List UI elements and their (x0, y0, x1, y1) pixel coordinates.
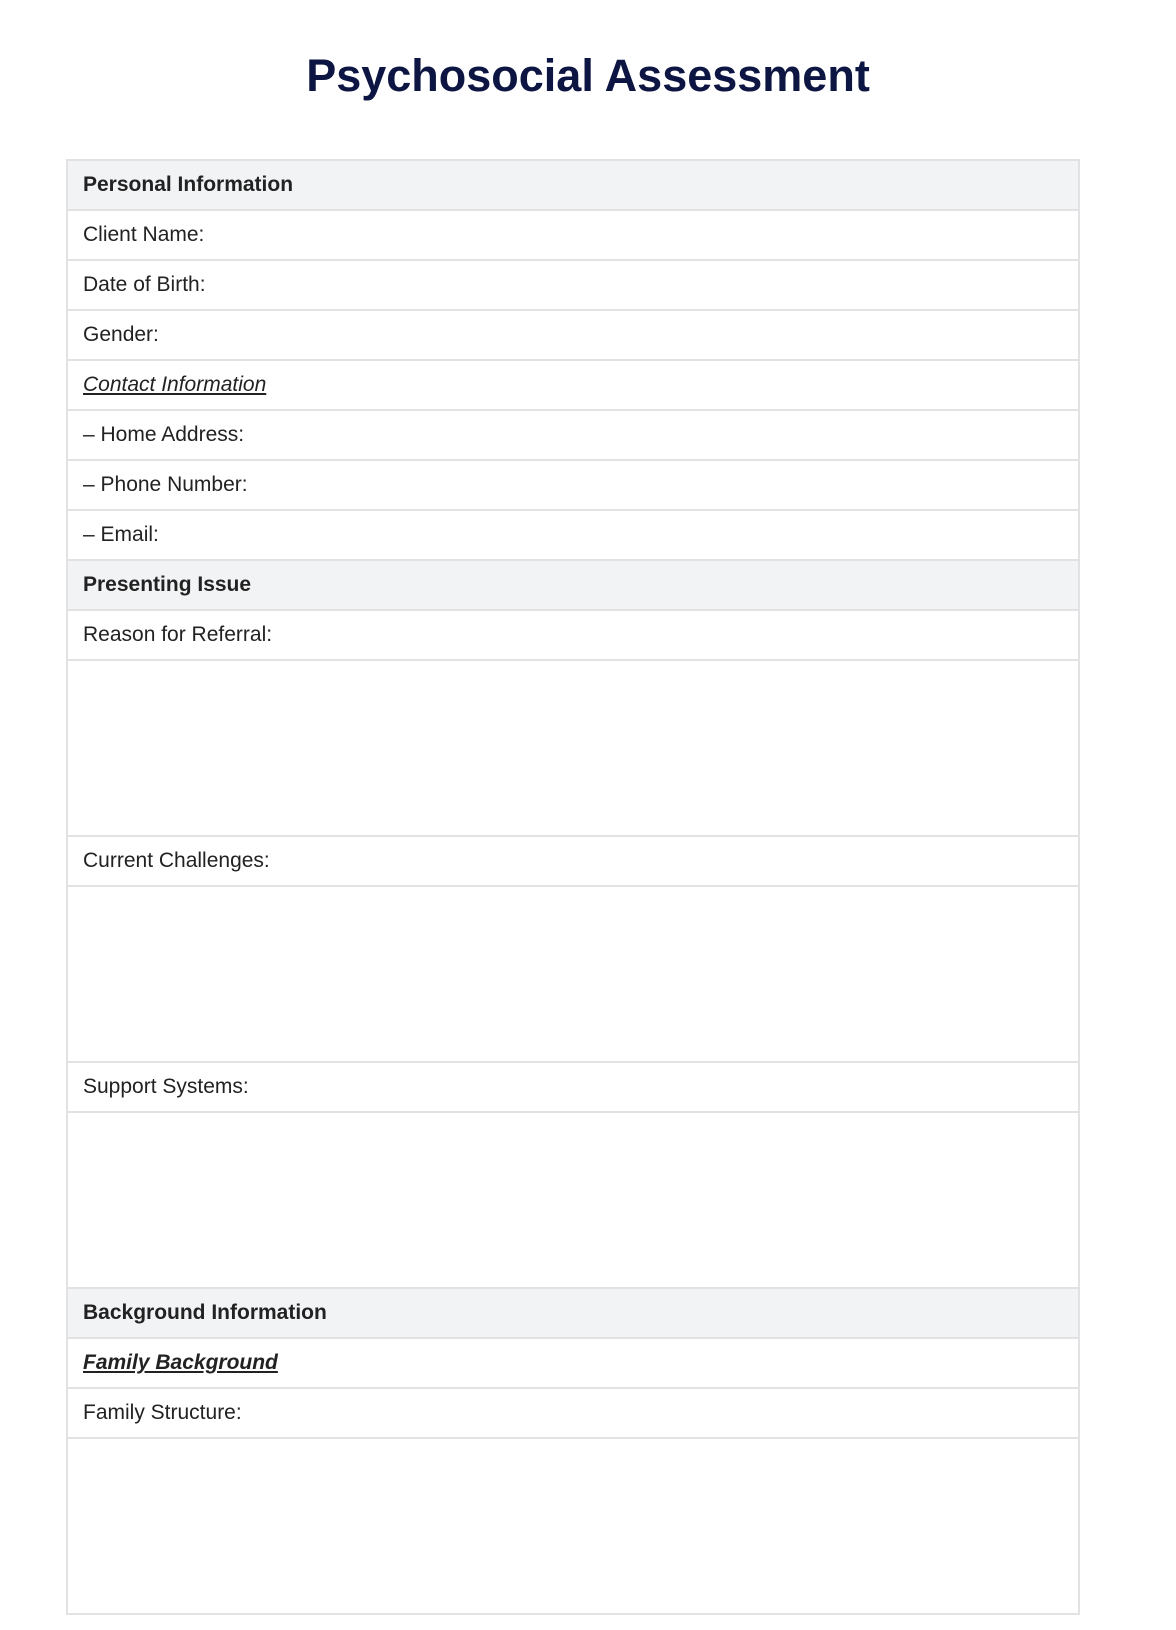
form-field-label[interactable]: Reason for Referral: (68, 611, 1078, 661)
answer-area[interactable] (68, 1439, 1078, 1615)
subsection-label: Contact Information (68, 361, 1078, 411)
section-header: Presenting Issue (68, 561, 1078, 611)
answer-area[interactable] (68, 1113, 1078, 1289)
form-field-label[interactable]: – Home Address: (68, 411, 1078, 461)
section-header: Background Information (68, 1289, 1078, 1339)
form-field-label[interactable]: Client Name: (68, 211, 1078, 261)
form-field-label[interactable]: Current Challenges: (68, 837, 1078, 887)
answer-area[interactable] (68, 887, 1078, 1063)
page-title: Psychosocial Assessment (306, 50, 870, 101)
form-field-label[interactable]: Family Structure: (68, 1389, 1078, 1439)
form-field-label[interactable]: Support Systems: (68, 1063, 1078, 1113)
form-field-label[interactable]: – Email: (68, 511, 1078, 561)
form-field-label[interactable]: – Phone Number: (68, 461, 1078, 511)
section-header: Personal Information (68, 161, 1078, 211)
form-field-label[interactable]: Date of Birth: (68, 261, 1078, 311)
subsection-label: Family Background (68, 1339, 1078, 1389)
answer-area[interactable] (68, 661, 1078, 837)
form-field-label[interactable]: Gender: (68, 311, 1078, 361)
assessment-form-table (66, 159, 1080, 1615)
